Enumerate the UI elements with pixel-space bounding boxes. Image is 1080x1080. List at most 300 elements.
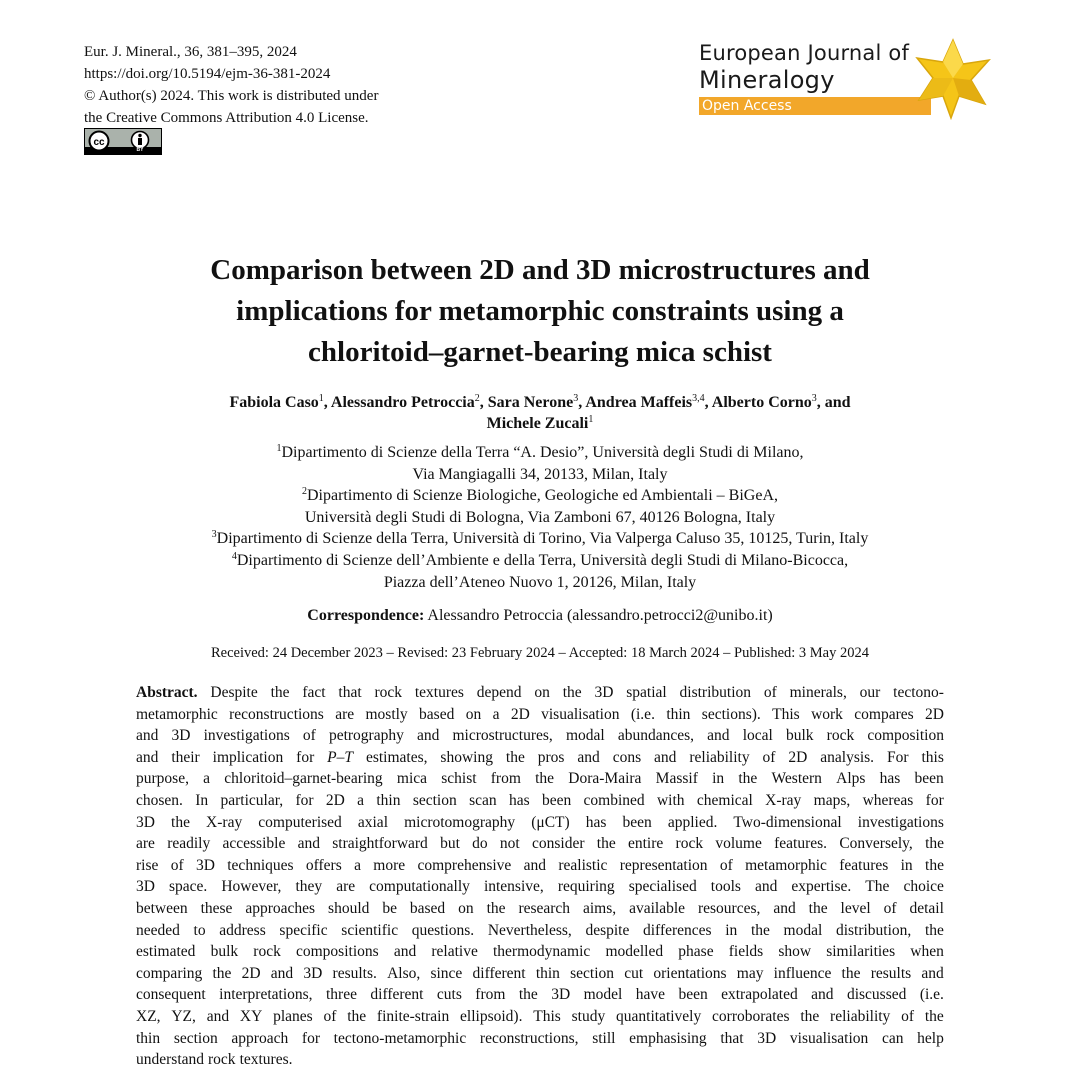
abstract-word: for	[295, 791, 314, 809]
abstract-word: the	[808, 899, 828, 917]
abstract-word: maps,	[813, 791, 851, 809]
abstract-word: (i.e.	[919, 986, 944, 1004]
abstract-line	[136, 1006, 944, 1028]
abstract-word: approach	[231, 1029, 289, 1047]
abstract-word: rock	[675, 835, 704, 853]
abstract-word: chloritoid–garnet-bearing	[224, 770, 383, 788]
abstract-word: Also,	[387, 964, 421, 982]
abstract-line	[136, 898, 944, 920]
abstract-word: This	[533, 1007, 561, 1025]
abstract-word: specialised	[628, 878, 697, 896]
abstract-word: visualisation	[541, 705, 620, 723]
abstract-word: pros	[537, 748, 565, 766]
abstract-word: different	[472, 964, 526, 982]
abstract-word: study	[571, 1007, 606, 1025]
abstract-word: local	[742, 727, 773, 745]
cc-by-license-badge[interactable]	[84, 128, 162, 155]
abstract-line	[136, 1028, 944, 1050]
abstract-word: estimated	[136, 943, 196, 961]
abstract-line	[136, 725, 944, 747]
journal-name-line2: Mineralogy	[699, 66, 835, 94]
abstract-word: distribution	[679, 684, 752, 701]
abstract-word: emphasising	[629, 1029, 707, 1047]
abstract-word: been	[541, 791, 572, 809]
abstract-word: of	[883, 899, 897, 917]
abstract-word: should	[328, 899, 370, 917]
abstract-word: that	[720, 1029, 744, 1047]
abstract-word: detail	[909, 899, 944, 917]
abstract-word: axial	[357, 813, 388, 831]
abstract-word: entire	[627, 835, 664, 853]
affiliation-text: Dipartimento di Scienze della Terra “A. Desio”, Università degli Studi di Milano,	[281, 444, 804, 461]
abstract-word: of	[901, 1007, 915, 1025]
doi-link[interactable]: https://doi.org/10.5194/ejm-36-381-2024	[84, 66, 331, 82]
abstract-word: minerals,	[789, 684, 847, 701]
abstract-word: the	[562, 684, 582, 701]
abstract-word: based	[409, 899, 446, 917]
affiliation-text: Dipartimento di Scienze Biologiche, Geologiche ed Ambientali – BiGeA,	[307, 487, 778, 505]
abstract-word: and	[206, 1007, 230, 1025]
abstract-word: research	[518, 899, 571, 917]
abstract-word: 3D	[136, 813, 155, 831]
copyright-line: © Author(s) 2024. This work is distributed under	[84, 88, 379, 104]
abstract-word: are	[335, 705, 355, 723]
abstract-word: of	[302, 727, 316, 745]
abstract-word: representation	[619, 856, 708, 874]
abstract-word: and	[523, 856, 547, 874]
abstract-word: been	[914, 770, 944, 788]
abstract-word: discussed	[846, 986, 907, 1004]
abstract-word: 2D	[241, 964, 261, 982]
abstract-word: rock	[208, 1051, 236, 1069]
affiliation-text: Dipartimento di Scienze della Terra, Università di Torino, Via Valperga Caluso 35, 10125, Turin, Italy	[216, 530, 869, 548]
abstract-word: and	[393, 943, 417, 961]
abstract-word: showing	[440, 748, 493, 766]
abstract-word: However,	[221, 878, 282, 896]
abstract-word: textures	[414, 684, 464, 701]
abstract-word: when	[910, 943, 944, 961]
abstract-word: reliability	[830, 1007, 891, 1025]
abstract-word: reconstructions	[229, 705, 324, 723]
abstract-word: for	[296, 748, 315, 766]
abstract-word: sections).	[701, 705, 761, 723]
affiliations	[100, 442, 980, 593]
abstract-word: In	[195, 791, 209, 809]
abstract-word: depend	[476, 684, 522, 701]
abstract-word: thin	[376, 791, 401, 809]
abstract-word: realistic	[558, 856, 608, 874]
abstract-word: quantitatively	[616, 1007, 702, 1025]
abstract-word: been	[622, 813, 652, 831]
abstract-word: X-ray	[765, 791, 802, 809]
abstract-word: abundances,	[617, 727, 695, 745]
abstract-word: a	[354, 856, 361, 874]
abstract-word: fields	[728, 943, 764, 961]
abstract-word: rock	[253, 943, 281, 961]
abstract-word: requiring	[557, 878, 615, 896]
abstract-word: can	[881, 1029, 904, 1047]
abstract-word: since	[430, 964, 463, 982]
abstract-word: spatial	[626, 684, 667, 701]
abstract-line	[136, 920, 944, 942]
abstract-word: and	[811, 986, 834, 1004]
correspondence-label: Correspondence:	[307, 607, 425, 624]
abstract-word: relative	[431, 943, 478, 961]
abstract-word: 3D	[195, 856, 215, 874]
abstract-word: microtomography	[404, 813, 516, 831]
author-name: Michele Zucali	[486, 415, 589, 432]
abstract-word: distribution,	[835, 921, 912, 939]
abstract-word: has	[585, 813, 607, 831]
abstract-word: and	[654, 748, 677, 766]
abstract-word: three	[325, 986, 357, 1004]
abstract-word: comparing	[136, 964, 203, 982]
abstract-word: mostly	[365, 705, 408, 723]
abstract-word: the	[925, 856, 944, 874]
abstract-word: cut	[624, 964, 644, 982]
abstract-word: may	[736, 964, 764, 982]
abstract-word: the	[505, 748, 525, 766]
abstract-word: needed	[136, 921, 180, 939]
abstract-line	[136, 768, 944, 790]
abstract-word: still	[592, 1029, 616, 1047]
abstract-word: a	[492, 705, 500, 723]
correspondence-contact[interactable]: Alessandro Petroccia (alessandro.petrocci2@unibo.it)	[424, 607, 773, 624]
abstract-word: the	[924, 1007, 944, 1025]
abstract-word: this	[921, 748, 944, 766]
abstract-word: The	[865, 878, 890, 896]
affiliation-sup: 1	[276, 443, 282, 454]
abstract-line	[136, 704, 944, 726]
affiliation-sup: 2	[302, 486, 307, 498]
affiliation-line	[100, 485, 980, 507]
abstract-word: scan	[469, 791, 497, 809]
abstract-word: and	[754, 878, 778, 896]
abstract-word: thin	[136, 1029, 161, 1047]
abstract-word: estimates,	[365, 748, 428, 766]
abstract-word: are	[336, 878, 356, 896]
abstract-word: resources,	[697, 899, 761, 917]
abstract-word: be	[382, 899, 397, 917]
abstract-word: Nevertheless,	[487, 921, 572, 939]
abstract-word: to	[193, 921, 206, 939]
abstract-word: influence	[773, 964, 832, 982]
abstract-word: XY	[239, 1007, 263, 1025]
abstract-word: and	[577, 748, 600, 766]
abstract-word: of	[323, 1007, 337, 1025]
author-name: , Sara Nerone	[479, 394, 574, 411]
abstract-word: in	[900, 856, 913, 874]
abstract-word: been	[678, 986, 708, 1004]
abstract-word: choice	[903, 878, 944, 896]
abstract-word: the	[486, 899, 506, 917]
abstract-word: the	[171, 813, 190, 831]
abstract-word: thin	[535, 964, 560, 982]
abstract-word: that	[338, 684, 362, 701]
abstract-word: X-ray	[206, 813, 243, 831]
abstract-word: tectono-metamorphic	[333, 1029, 467, 1047]
article-title	[100, 250, 980, 373]
abstract-word: investigations	[857, 813, 944, 831]
abstract-word: modal	[783, 921, 823, 939]
abstract-word: particular,	[220, 791, 284, 809]
abstract-word: the	[800, 1007, 820, 1025]
abstract-word: a	[203, 770, 211, 788]
author-affil-sup: 1	[588, 414, 594, 425]
abstract-word: Conversely,	[839, 835, 913, 853]
abstract-word: (μCT)	[531, 813, 570, 831]
journal-name-line1: European Journal of	[699, 41, 910, 65]
abstract-word: fact	[302, 684, 326, 701]
affiliation-line	[100, 550, 980, 572]
abstract-line	[136, 833, 944, 855]
abstract-line	[136, 1049, 944, 1071]
author-affil-sup: 1	[318, 393, 324, 404]
abstract-word: For	[886, 748, 909, 766]
abstract-word: implication	[212, 748, 284, 766]
abstract-word: visualisation	[789, 1029, 869, 1047]
abstract-word: the	[750, 921, 770, 939]
abstract-word: the	[270, 684, 290, 701]
abstract-line	[136, 855, 944, 877]
abstract-word: chemical	[696, 791, 753, 809]
abstract-word: composition	[867, 727, 944, 745]
abstract-word: and	[707, 727, 730, 745]
abstract-word: consequent	[136, 986, 206, 1004]
abstract-word: 3D	[594, 684, 614, 701]
abstract-word: rise	[136, 856, 159, 874]
abstract-word: petrography	[328, 727, 404, 745]
publication-dates: Received: 24 December 2023 – Revised: 23 February 2024 – Accepted: 18 March 2024 – Published: 3 May 2024	[210, 645, 869, 661]
abstract-word: questions.	[411, 921, 475, 939]
abstract-line	[136, 941, 944, 963]
abstract-word: comprehensive	[417, 856, 512, 874]
abstract-word: and	[416, 727, 440, 745]
abstract-word: volume	[715, 835, 762, 853]
abstract-word: their	[171, 748, 200, 766]
license-line: the Creative Commons Attribution 4.0 License.	[84, 110, 369, 126]
abstract-word: show	[778, 943, 812, 961]
abstract-word: with	[656, 791, 685, 809]
abstract-word: in	[725, 921, 738, 939]
abstract-line	[136, 747, 944, 769]
abstract-word: between	[136, 899, 188, 917]
abstract-word: the	[924, 921, 944, 939]
abstract-word: help	[917, 1029, 944, 1047]
abstract-word: modelled	[605, 943, 664, 961]
abstract-word: metamorphic	[745, 856, 827, 874]
author-affil-sup: 3	[811, 393, 817, 404]
abstract-word: purpose,	[136, 770, 189, 788]
author-conjunction: , and	[816, 394, 851, 411]
abstract-word: reconstructions,	[479, 1029, 579, 1047]
abstract-word: section	[173, 1029, 218, 1047]
abstract-line	[136, 790, 944, 812]
abstract-word: section	[412, 791, 457, 809]
affiliation-line: Piazza dell’Ateneo Nuovo 1, 20126, Milan, Italy	[383, 573, 697, 591]
abstract-word: the	[925, 835, 944, 853]
abstract-line	[136, 963, 944, 985]
abstract-word: offers	[305, 856, 342, 874]
abstract-word: different	[370, 986, 424, 1004]
abstract-word: compares	[854, 705, 914, 723]
abstract-word: analysis.	[820, 748, 875, 766]
mineral-star-logo-icon	[915, 38, 991, 120]
abstract-word: level	[840, 899, 871, 917]
abstract-word: do	[472, 835, 488, 853]
abstract-word: similarities	[826, 943, 896, 961]
abstract-word: available	[629, 899, 686, 917]
abstract-word: on	[465, 705, 482, 723]
abstract-word: and	[270, 964, 294, 982]
abstract-word: 3D	[303, 964, 323, 982]
abstract-word: aims,	[583, 899, 617, 917]
abstract	[136, 682, 944, 1071]
abstract-word: investigations	[203, 727, 290, 745]
abstract-word: our	[859, 684, 881, 701]
abstract-word: straightforward	[332, 835, 428, 853]
abstract-line	[136, 682, 944, 704]
title-line: Comparison between 2D and 3D microstructures and	[210, 254, 870, 286]
open-access-label: Open Access	[702, 98, 792, 114]
abstract-word: ellipsoid).	[460, 1007, 523, 1025]
abstract-word: XZ,	[136, 1007, 161, 1025]
abstract-word: tectono-	[893, 684, 944, 701]
citation: Eur. J. Mineral., 36, 381–395, 2024	[84, 44, 297, 60]
abstract-word: are	[136, 835, 155, 853]
abstract-word: YZ,	[171, 1007, 196, 1025]
abstract-word: understand	[136, 1051, 205, 1069]
abstract-heading: Abstract.	[136, 684, 198, 701]
abstract-word: intensive,	[483, 878, 544, 896]
abstract-word: bulk	[785, 727, 814, 745]
abstract-line	[136, 876, 944, 898]
abstract-word: 3D	[136, 878, 155, 896]
abstract-word: 3D	[757, 1029, 777, 1047]
author-line	[100, 413, 980, 434]
abstract-word: on	[458, 899, 474, 917]
abstract-word: in	[712, 770, 725, 788]
open-access-bar	[699, 97, 931, 115]
abstract-word: Dora-Maira	[568, 770, 642, 788]
abstract-word: expertise.	[791, 878, 852, 896]
abstract-word: more	[373, 856, 406, 874]
abstract-word: section	[570, 964, 615, 982]
abstract-word: and	[297, 835, 320, 853]
cc-by-label: BY	[136, 147, 144, 153]
abstract-word: planes	[273, 1007, 313, 1025]
abstract-word: from	[490, 770, 521, 788]
abstract-word: 2D	[788, 748, 808, 766]
title-line: chloritoid–garnet-bearing mica schist	[308, 336, 772, 368]
abstract-word: finite-strain	[376, 1007, 450, 1025]
abstract-word: despite	[585, 921, 630, 939]
abstract-word: results	[870, 964, 912, 982]
author-affil-sup: 3	[573, 393, 579, 404]
abstract-word: they	[295, 878, 323, 896]
abstract-word: the	[535, 770, 555, 788]
abstract-word: chosen.	[136, 791, 183, 809]
abstract-word: 2D	[925, 705, 944, 723]
author-line	[100, 392, 980, 413]
creative-commons-icon	[88, 130, 110, 152]
abstract-word: approaches	[245, 899, 316, 917]
abstract-word: applied.	[667, 813, 718, 831]
abstract-word: 3D	[551, 986, 571, 1004]
author-name: , Andrea Maffeis	[578, 394, 693, 411]
article-metadata	[84, 41, 378, 129]
abstract-word: and	[773, 899, 796, 917]
abstract-word: thin	[666, 705, 691, 723]
abstract-word: of	[762, 748, 776, 766]
abstract-word: differences	[643, 921, 712, 939]
abstract-word: address	[219, 921, 266, 939]
abstract-word: compositions	[295, 943, 379, 961]
abstract-word: of	[719, 856, 733, 874]
abstract-word: Western	[771, 770, 822, 788]
abstract-word: (i.e.	[630, 705, 655, 723]
abstract-word: cons	[612, 748, 642, 766]
abstract-word: computationally	[369, 878, 470, 896]
abstract-word: techniques	[227, 856, 294, 874]
abstract-word: scientific	[341, 921, 399, 939]
abstract-word: This	[772, 705, 800, 723]
abstract-word: 2D	[510, 705, 530, 723]
abstract-word: whereas	[862, 791, 914, 809]
abstract-word: from	[475, 986, 506, 1004]
abstract-word: but	[440, 835, 460, 853]
abstract-word: textures.	[239, 1051, 293, 1069]
abstract-word: these	[200, 899, 233, 917]
abstract-word: Two-dimensional	[733, 813, 842, 831]
affiliation-text: Dipartimento di Scienze dell’Ambiente e della Terra, Università degli Studi di Milano-Bicocca,	[236, 551, 849, 569]
abstract-line	[136, 984, 944, 1006]
abstract-word: for	[925, 791, 944, 809]
author-list	[100, 392, 980, 434]
abstract-word: not	[499, 835, 520, 853]
abstract-word: the	[738, 770, 758, 788]
title-line: implications for metamorphic constraints using a	[236, 295, 844, 327]
abstract-word: and	[921, 964, 944, 982]
abstract-word: Massif	[655, 770, 698, 788]
abstract-word: space.	[169, 878, 208, 896]
abstract-word: specific	[279, 921, 328, 939]
svg-text:cc: cc	[93, 137, 105, 148]
abstract-word: computerised	[258, 813, 342, 831]
abstract-word: P–T	[327, 748, 354, 766]
abstract-word: interpretations,	[219, 986, 313, 1004]
affiliation-sup: 4	[231, 550, 237, 562]
author-name: , Alberto Corno	[704, 394, 812, 411]
abstract-word: 2D	[325, 791, 345, 809]
abstract-word: of	[170, 856, 184, 874]
abstract-word: 3D	[171, 727, 191, 745]
journal-logo-text	[699, 40, 909, 94]
abstract-word: phase	[678, 943, 714, 961]
abstract-word: and	[136, 748, 159, 766]
abstract-line	[136, 812, 944, 834]
abstract-word: for	[301, 1029, 320, 1047]
abstract-word: the	[596, 835, 616, 853]
abstract-word: the	[841, 964, 861, 982]
abstract-word: and	[136, 727, 159, 745]
abstract-word: has	[508, 791, 530, 809]
abstract-word: based	[419, 705, 455, 723]
affiliation-sup: 3	[211, 529, 217, 541]
abstract-word: the	[347, 1007, 367, 1025]
abstract-word: cuts	[436, 986, 462, 1004]
abstract-word: rock	[374, 684, 403, 701]
